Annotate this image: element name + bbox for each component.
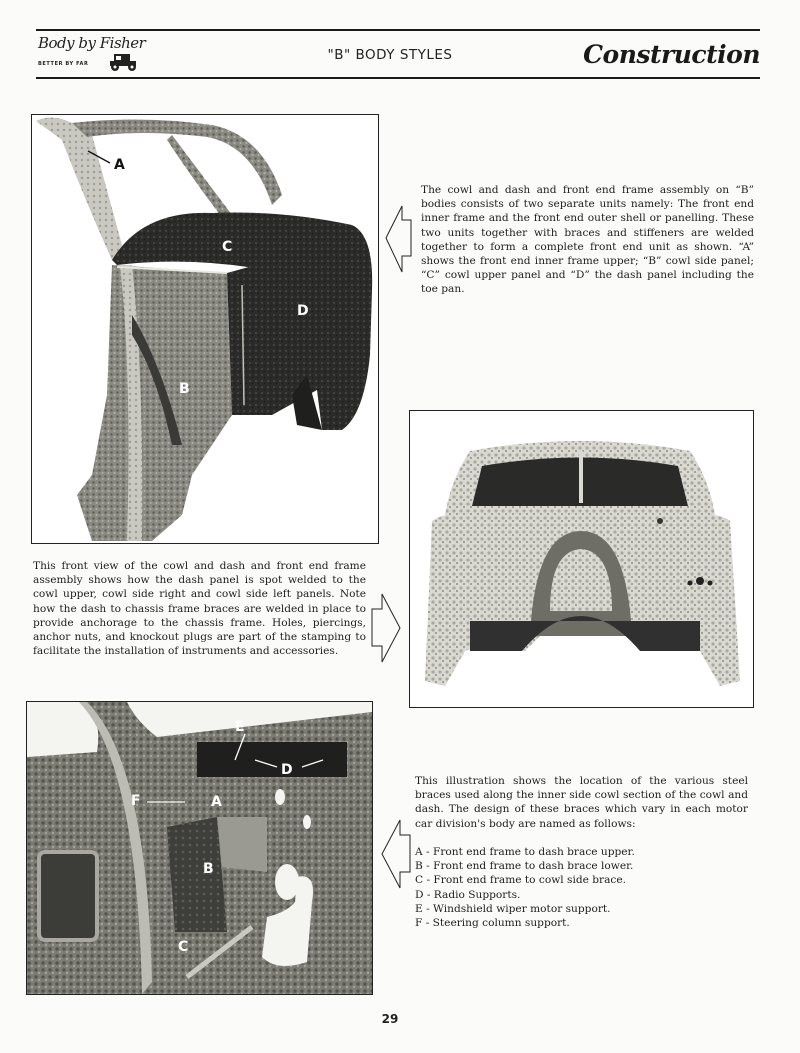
logo-script: Body by Fisher [38,34,146,52]
callout-c: C [178,939,189,955]
brace-legend-item: A - Front end frame to dash brace upper. [415,846,635,858]
callout-a: A [114,157,125,173]
page-number: 29 [381,1012,399,1026]
assembly-description-paragraph: The cowl and dash and front end frame assembly on “B” bodies consists of two separate units namely: The front end inner frame and the front end outer shell or panelling. These two units together with braces and stiffeners are welded together to form a complete front end unit as shown. “A” shows the front end inner frame upper; “B” cowl side panel; “C” cowl upper panel and “D” the dash panel including the toe pan. [421,184,754,296]
hollow-arrow-left-icon [380,818,412,890]
callout-f: F [131,793,141,809]
callout-b: B [203,861,214,877]
callout-c: C [222,239,233,255]
cowl-side-view-figure [31,114,379,544]
inner-cowl-braces-illustration [27,702,372,994]
callout-d: D [281,762,293,778]
brace-legend-item: B - Front end frame to dash brace lower. [415,860,634,873]
front-view-description-paragraph: This front view of the cowl and dash and front end frame assembly shows how the dash panel is spot welded to the cowl upper, cowl side right and cowl side left panels. Note how the dash to chassis frame braces are welded in place to provide anchorage to the chassis frame. Holes, piercings, anchor nuts, and knockout plugs are part of the stamping to facilitate the installation of instruments and accessories. [33,560,366,658]
cowl-front-view-figure [409,410,754,708]
cowl-front-view-illustration [410,411,753,707]
brace-legend-item: D - Radio Supports. [415,888,521,901]
logo-tagline: BETTER BY FAR [38,61,89,67]
section-title: Construction [583,40,760,69]
hollow-arrow-left-icon [384,204,414,274]
brace-legend-list [415,845,635,930]
hollow-arrow-right-icon [370,592,402,664]
cowl-side-view-illustration [32,115,378,543]
brace-legend-item: C - Front end frame to cowl side brace. [415,874,626,887]
callout-e: E [235,719,245,735]
header-rule-top [36,29,760,31]
brace-legend-item: E - Windshield wiper motor support. [415,902,611,915]
callout-d: D [297,303,309,319]
header-rule-bottom [36,77,760,79]
brace-legend-item: F - Steering column support. [415,917,570,930]
callout-b: B [179,381,190,397]
callout-a: A [211,794,222,810]
header-title: "B" BODY STYLES [327,47,453,63]
braces-description-paragraph: This illustration shows the location of the various steel braces used along the inner side cowl section of the cowl and dash. The design of these braces which vary in each motor car division's body are named as follows: [415,775,748,830]
inner-cowl-braces-figure [26,701,373,995]
